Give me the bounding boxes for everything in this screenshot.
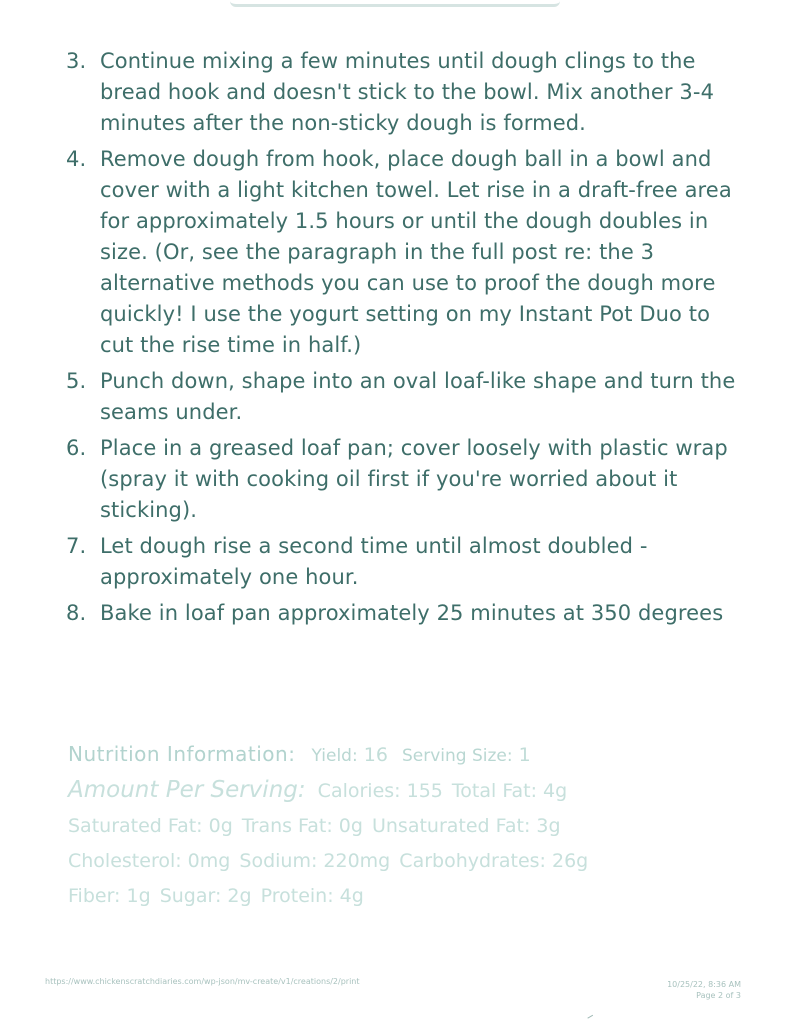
step-text: Remove dough from hook, place dough ball in a bowl and cover with a light kitchen towel. Let rise in a draft-free area for approximately 1.5 hours or until the dough doubles in size. (Or, see the paragraph in the full post re: the 3 alternative methods you can use to proof the dough more quickly! I use the yogurt setting on my Instant Pot Duo to cut the rise time in half.) [100,147,732,357]
protein-value: Protein: 4g [260,885,364,907]
yield-value: 16 [363,744,388,766]
print-footer-meta [667,979,741,1001]
yield-label: Yield: [311,746,358,766]
step-number: 6. [66,436,87,460]
step-text: Continue mixing a few minutes until dough clings to the bread hook and doesn't stick to the bowl. Mix another 3-4 minutes after the non-sticky dough is formed. [100,49,715,135]
instructions-list [66,46,736,634]
step-number: 7. [66,534,87,558]
nutrition-line-2 [68,809,688,844]
cholesterol-value: Cholesterol: 0mg [68,850,231,872]
scan-mark [587,1015,594,1021]
sodium-value: Sodium: 220mg [239,850,391,872]
step-text: Let dough rise a second time until almost doubled - approximately one hour. [100,534,648,589]
page-indicator: Page 2 of 3 [696,991,741,1000]
step-text: Punch down, shape into an oval loaf-like shape and turn the seams under. [100,369,736,424]
instruction-step [66,531,736,593]
previous-content-fragment [230,0,560,7]
step-text: Place in a greased loaf pan; cover loosely with plastic wrap (spray it with cooking oil first if you're worried about it sticking). [100,436,728,522]
sugar-value: Sugar: 2g [159,885,252,907]
instruction-step [66,433,736,526]
instruction-step [66,598,736,629]
print-source-url: https://www.chickenscratchdiaries.com/wp-json/mv-create/v1/creations/2/print [45,977,360,986]
nutrition-line-3 [68,844,688,879]
step-number: 3. [66,49,87,73]
step-text: Bake in loaf pan approximately 25 minutes at 350 degrees [100,601,724,625]
print-datetime: 10/25/22, 8:36 AM [667,980,741,989]
carbohydrates-value: Carbohydrates: 26g [399,850,589,872]
nutrition-line-1 [68,773,688,809]
calories-value: Calories: 155 [317,780,443,802]
step-number: 4. [66,147,87,171]
instruction-step [66,46,736,139]
instruction-step [66,144,736,361]
unsaturated-fat-value: Unsaturated Fat: 3g [371,815,561,837]
trans-fat-value: Trans Fat: 0g [241,815,363,837]
serving-size-label: Serving Size: [401,746,513,766]
instruction-step [66,366,736,428]
nutrition-header [68,737,688,773]
saturated-fat-value: Saturated Fat: 0g [68,815,233,837]
nutrition-line-4 [68,879,688,914]
serving-size-value: 1 [518,744,531,766]
nutrition-title: Nutrition Information: [68,742,296,766]
fiber-value: Fiber: 1g [68,885,151,907]
step-number: 5. [66,369,87,393]
total-fat-value: Total Fat: 4g [451,780,568,802]
amount-per-serving-label: Amount Per Serving: [68,777,306,803]
nutrition-section [68,737,688,914]
step-number: 8. [66,601,87,625]
